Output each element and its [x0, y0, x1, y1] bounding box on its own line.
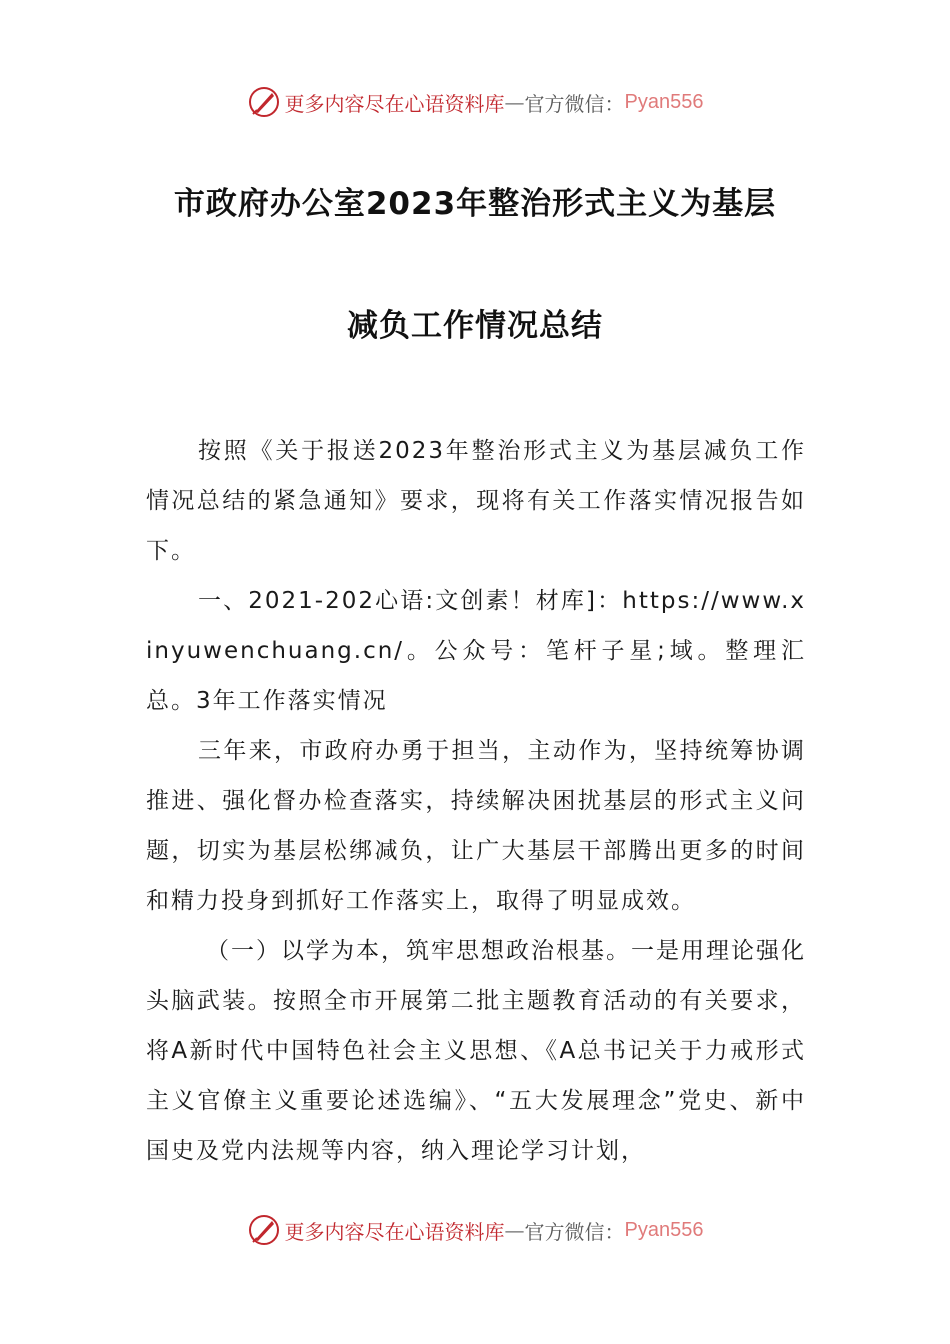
banner-text: 更多内容尽在心语资料库: [284, 91, 505, 116]
paragraph-summary: 三年来，市政府办勇于担当，主动作为，坚持统筹协调推进、强化督办检查落实，持续解决困扰基层的形式主义问题，切实为基层松绑减负，让广大基层干部腾出更多的时间和精力投身到抓好工作落实上，取得了明显成效。: [146, 738, 806, 914]
paragraph-intro: 按照《关于报送2023年整治形式主义为基层减负工作情况总结的紧急通知》要求，现将有关工作落实情况报告如下。: [146, 438, 806, 564]
header-watermark-banner: [0, 80, 950, 124]
banner-wechat-label: 官方微信：: [524, 91, 625, 116]
banner-wechat-id: Pyan556: [624, 1218, 704, 1241]
banner-separator: —: [504, 1218, 525, 1242]
paragraph-section-heading: 一、2021-202心语:文创素！材库]：https://www.xinyuwenchuang.cn/。公众号：笔杆子星;域。整理汇总。3年工作落实情况: [146, 588, 806, 714]
paragraph-subsection-one: （一）以学为本，筑牢思想政治根基。一是用理论强化头脑武装。按照全市开展第二批主题教育活动的有关要求，将A新时代中国特色社会主义思想、《A总书记关于力戒形式主义官僚主义重要论述选编》、“五大发展理念”党史、新中国史及党内法规等内容，纳入理论学习计划，: [146, 938, 806, 1164]
banner-wechat-id: Pyan556: [624, 90, 704, 113]
document-title-line2: 减负工作情况总结: [347, 308, 603, 344]
document-body: [146, 426, 806, 1176]
quill-logo-icon: [247, 85, 281, 119]
banner-wechat-label: 官方微信：: [524, 1219, 625, 1244]
banner-text: 更多内容尽在心语资料库: [284, 1219, 505, 1244]
quill-logo-icon: [247, 1213, 281, 1247]
banner-separator: —: [504, 90, 525, 114]
document-title-line1: 市政府办公室2023年整治形式主义为基层: [173, 186, 777, 222]
footer-watermark-banner: [0, 1208, 950, 1252]
